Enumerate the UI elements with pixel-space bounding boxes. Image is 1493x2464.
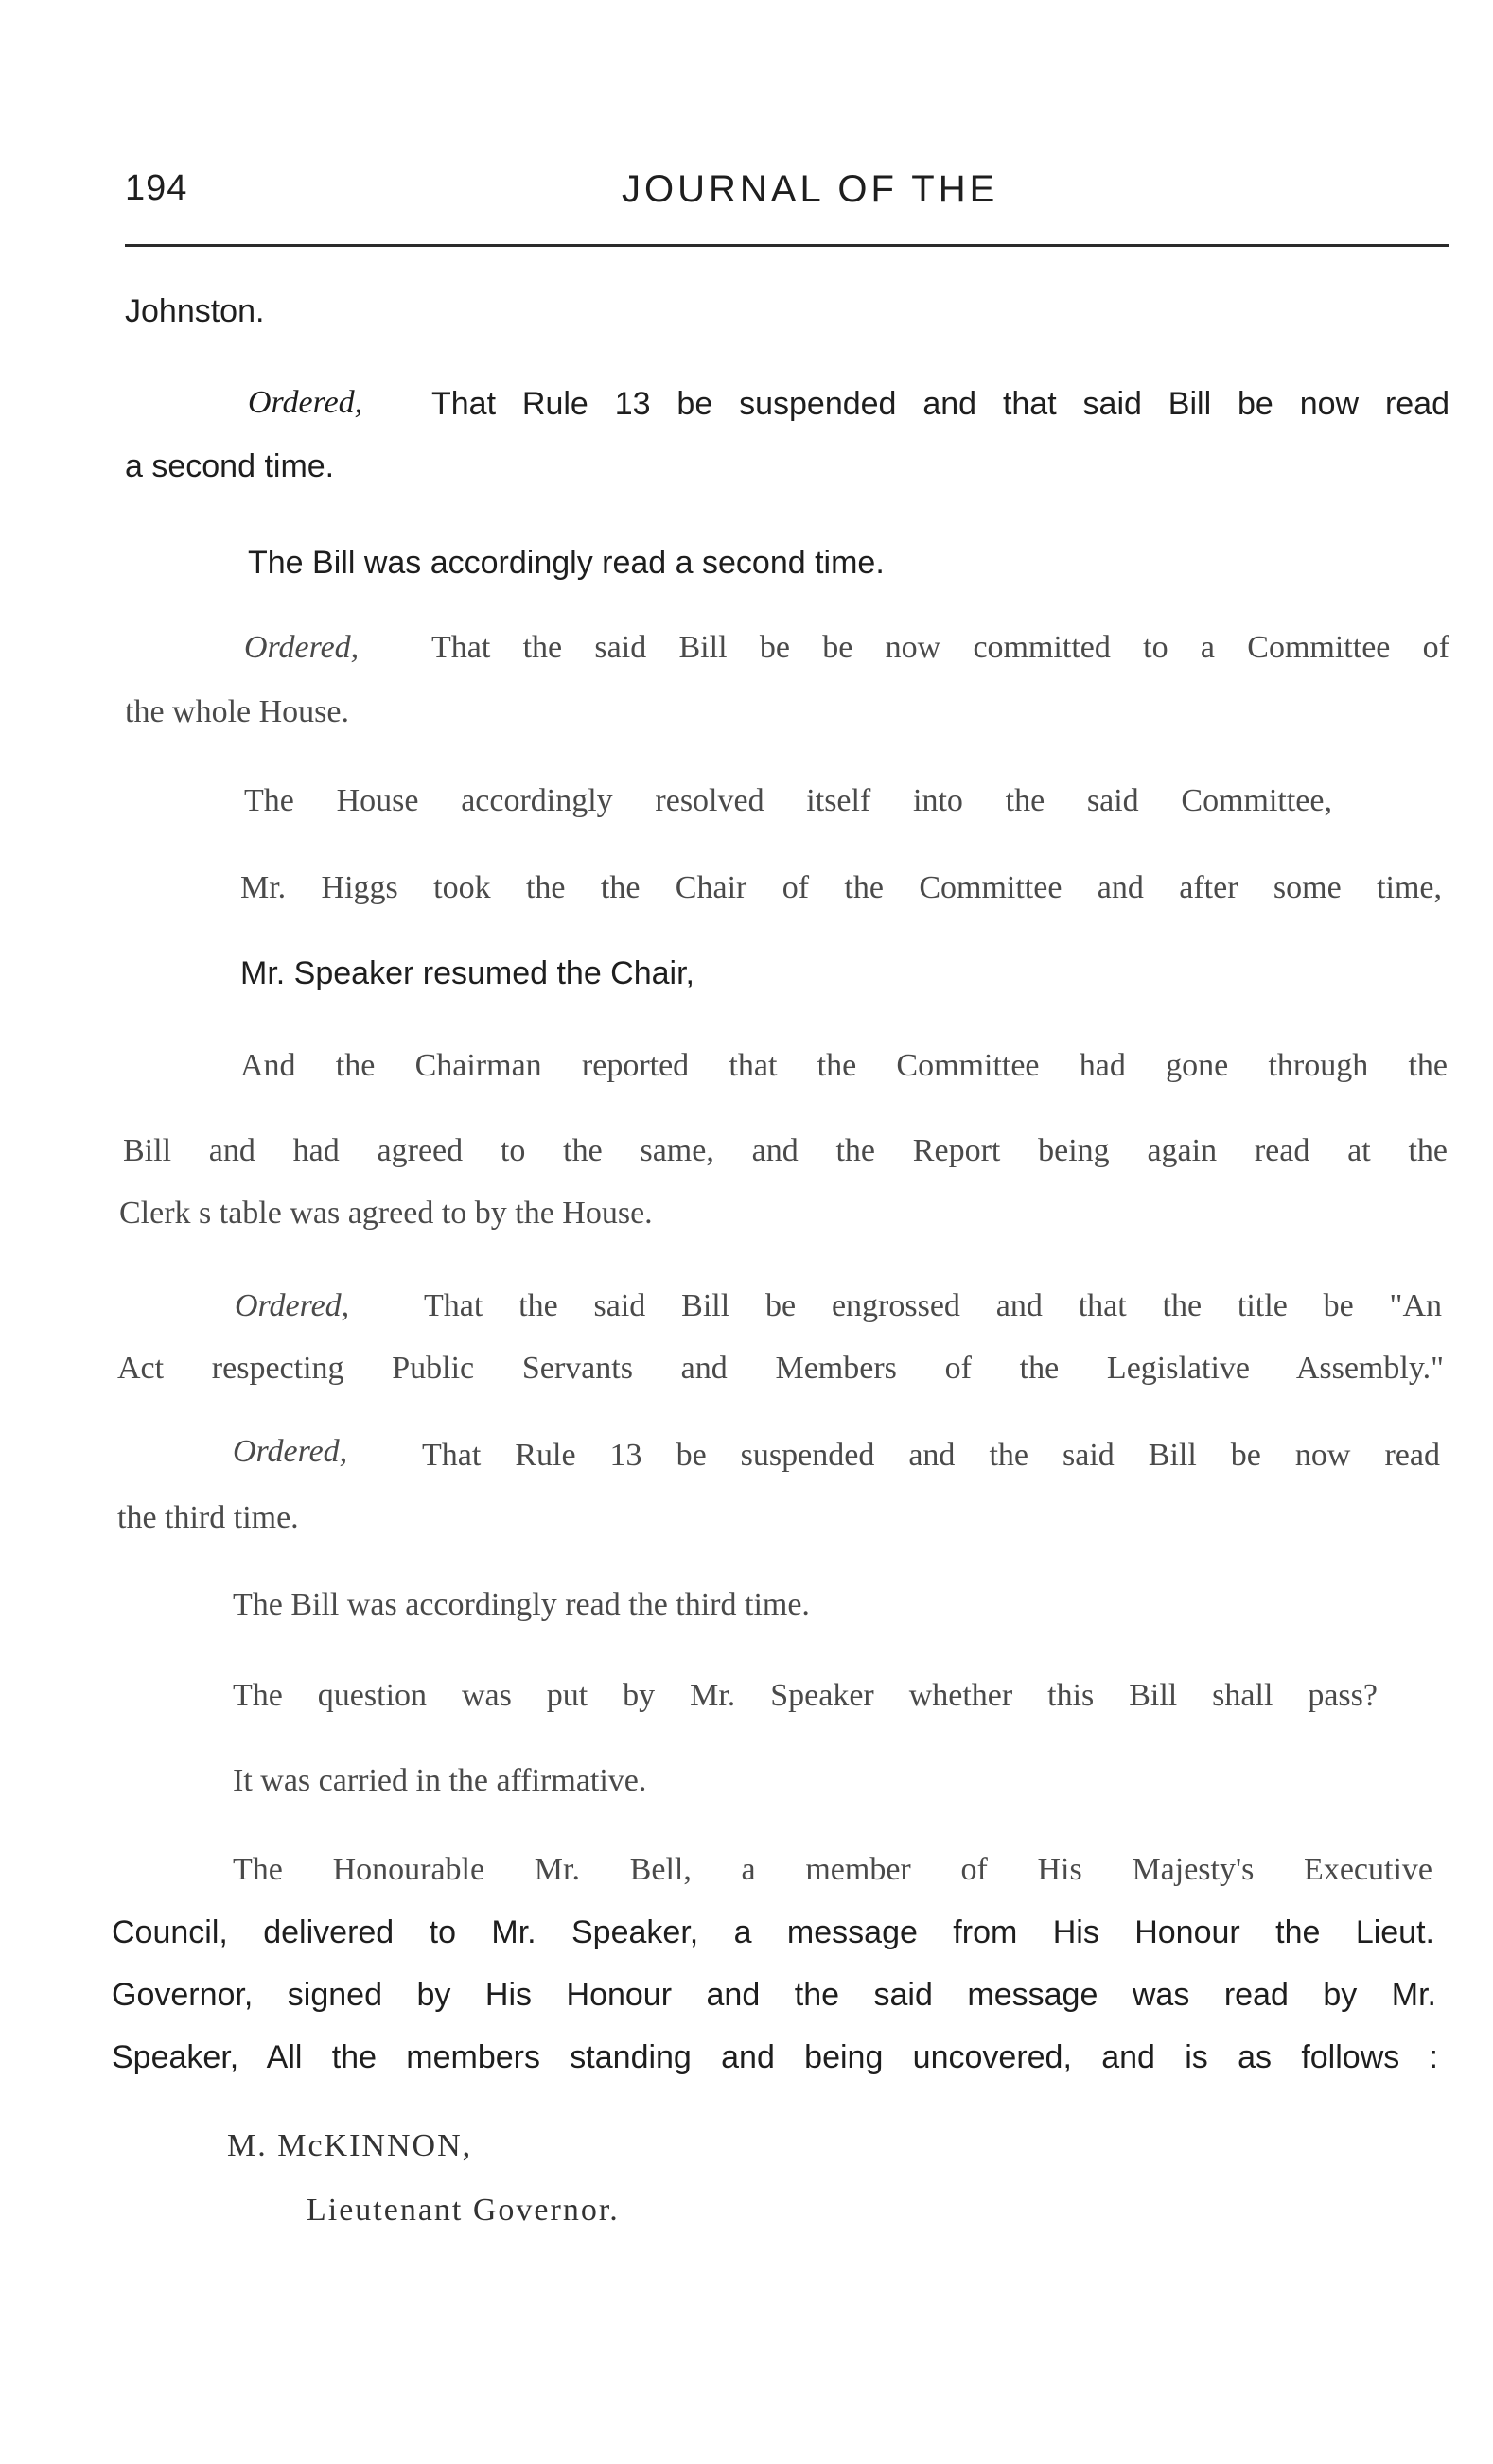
paragraph-line: Governor, signed by His Honour and the said message was read by Mr. <box>112 1977 1436 2013</box>
signature-title: Lieutenant Governor. <box>307 2193 620 2228</box>
ordered-italic: Ordered, <box>244 630 360 665</box>
paragraph-line: The question was put by Mr. Speaker whether this Bill shall pass? <box>233 1678 1378 1713</box>
paragraph-line: The Bill was accordingly read a second time. <box>248 545 885 581</box>
ordered-label <box>235 1290 349 1322</box>
paragraph-line: And the Chairman reported that the Committee had gone through the <box>240 1048 1448 1083</box>
paragraph-line: a second time. <box>125 448 335 484</box>
paragraph-line: That the said Bill be be now committed to a Committee of <box>431 630 1449 665</box>
paragraph-line: Bill and had agreed to the same, and the Report being again read at the <box>123 1133 1448 1168</box>
paragraph-line: It was carried in the affirmative. <box>233 1763 647 1798</box>
ordered-label <box>244 632 359 664</box>
ordered-label <box>248 386 362 419</box>
ordered-italic: Ordered, <box>233 1434 348 1469</box>
ordered-italic: Ordered, <box>235 1288 350 1323</box>
header-rule <box>125 244 1449 247</box>
paragraph-line: the whole House. <box>125 694 350 729</box>
paragraph-line: The Honourable Mr. Bell, a member of His Majesty's Executive <box>233 1852 1432 1887</box>
paragraph-line: The House accordingly resolved itself into the said Committee, <box>244 783 1332 818</box>
paragraph-line: Mr. Higgs took the the Chair of the Committee and after some time, <box>240 870 1442 905</box>
paragraph-line: Council, delivered to Mr. Speaker, a message from His Honour the Lieut. <box>112 1914 1434 1950</box>
paragraph-line: The Bill was accordingly read the third time. <box>233 1587 810 1622</box>
paragraph-line: Speaker, All the members standing and being uncovered, and is as follows : <box>112 2039 1438 2075</box>
signature-name: M. McKINNON, <box>227 2128 473 2163</box>
running-head: JOURNAL OF THE <box>622 168 999 210</box>
paragraph-line: That Rule 13 be suspended and that said Bill be now read <box>431 386 1449 422</box>
page-number: 194 <box>125 168 188 208</box>
paragraph-line: the third time. <box>117 1500 299 1535</box>
paragraph-line: That the said Bill be engrossed and that the title be "An <box>424 1288 1442 1323</box>
paragraph-johnston: Johnston. <box>125 293 265 329</box>
paragraph-line: That Rule 13 be suspended and the said Bill be now read <box>422 1438 1440 1473</box>
paragraph-line: Clerk s table was agreed to by the House. <box>119 1196 653 1231</box>
ordered-italic: Ordered, <box>248 385 363 420</box>
page-header <box>125 168 1449 225</box>
paragraph-line: Act respecting Public Servants and Members of the Legislative Assembly." <box>117 1351 1444 1386</box>
ordered-label <box>233 1436 347 1468</box>
paragraph-line: Mr. Speaker resumed the Chair, <box>240 955 695 991</box>
